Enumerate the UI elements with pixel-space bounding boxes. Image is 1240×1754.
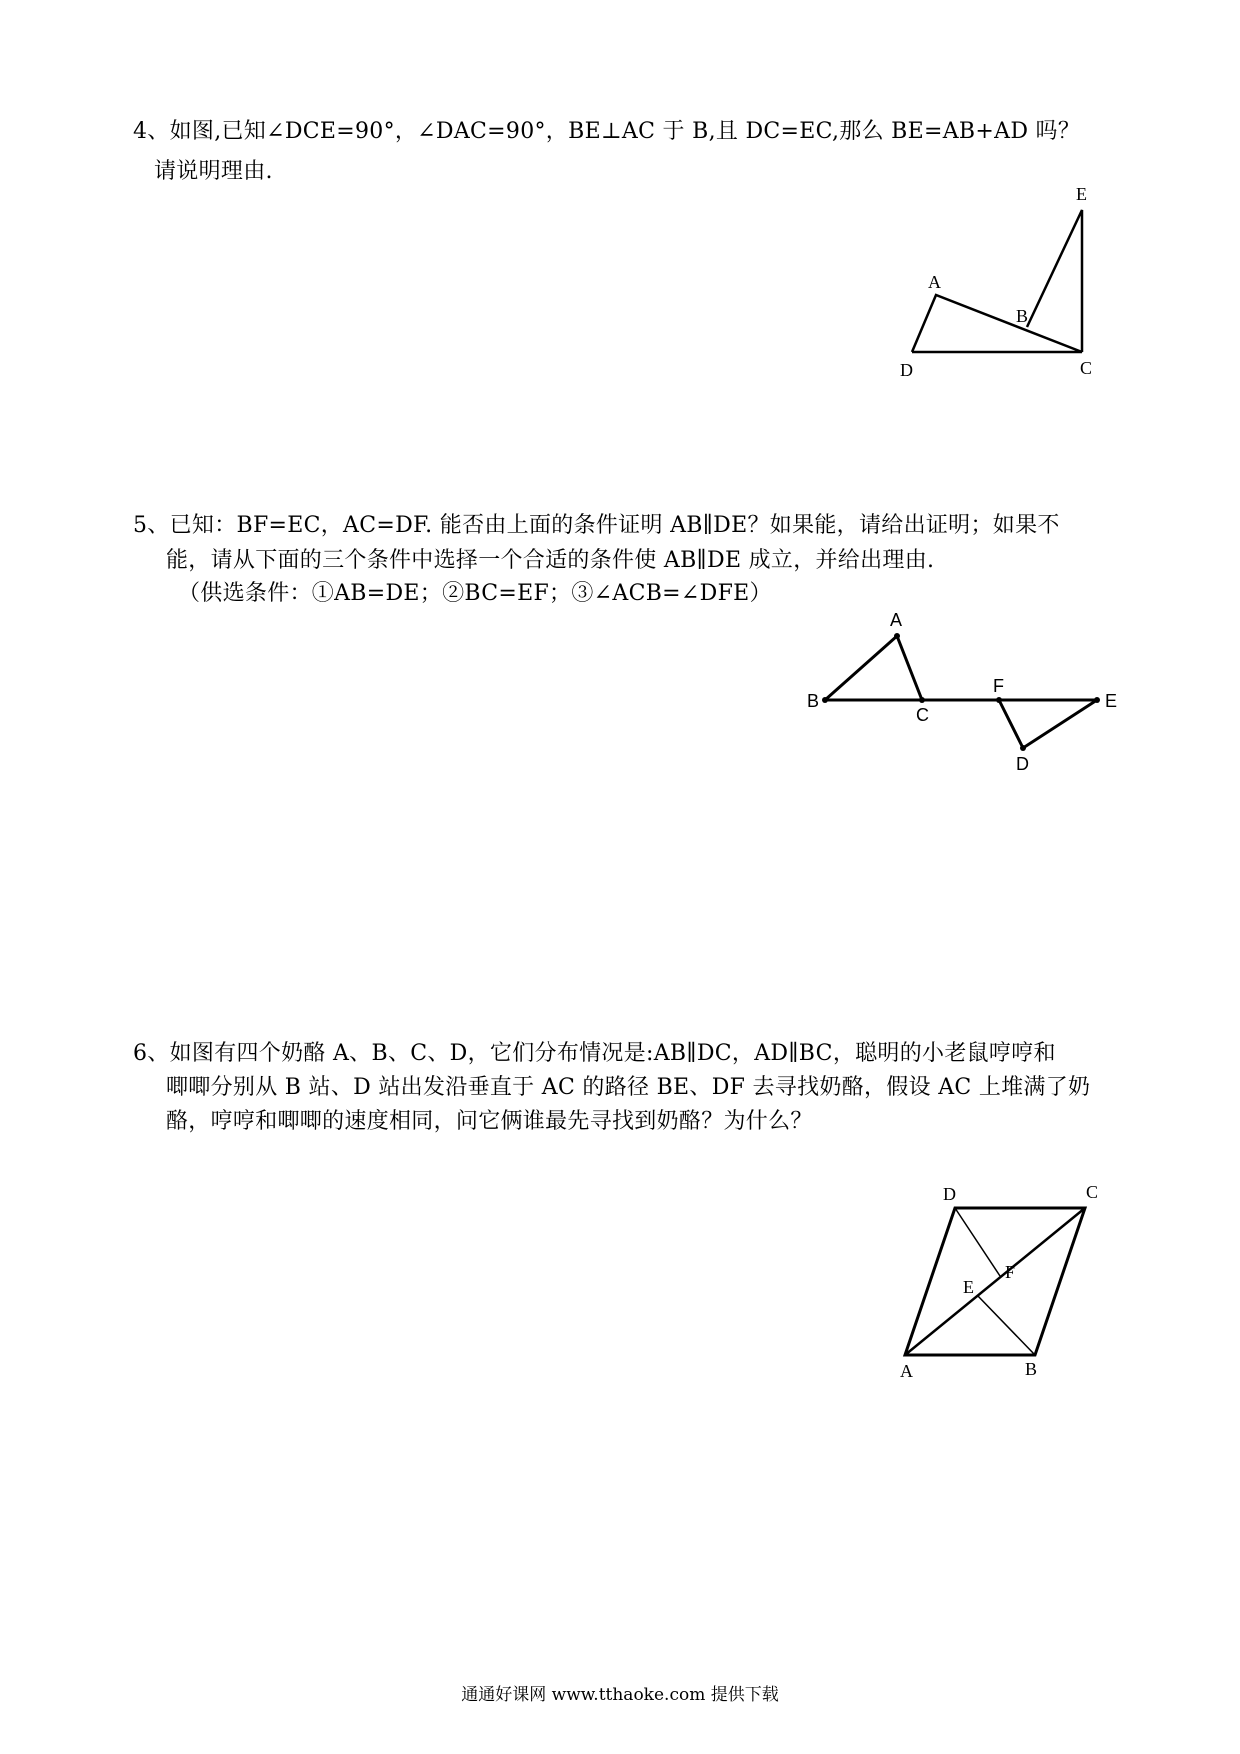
fig6-segment-DF [955,1208,1000,1276]
problem-4-figure [880,180,1100,400]
fig5-label-B: B [807,691,820,711]
fig4-segment-BE-EC [1027,210,1082,352]
fig6-diagonal-AC [905,1208,1085,1355]
fig4-triangle-DAC [912,295,1082,352]
problem-6-line-1: 6、如图有四个奶酪 A、B、C、D，它们分布情况是:AB∥DC，AD∥BC，聪明的小老鼠哼哼和 [133,1041,1056,1066]
problem-5-line-1: 5、已知：BF=EC，AC=DF. 能否由上面的条件证明 AB∥DE？如果能，请给出证明；如果不 [133,513,1060,538]
page-footer: 通通好课网 www.tthaoke.com 提供下载 [461,1685,779,1705]
fig4-label-E: E [1076,184,1087,204]
fig6-label-D: D [943,1184,956,1204]
fig6-label-F: F [1005,1262,1016,1282]
fig6-segment-BE [977,1295,1035,1355]
fig5-point-B [822,697,828,703]
fig5-point-C [919,697,925,703]
fig5-point-A [894,633,900,639]
fig5-label-C: C [916,705,929,725]
fig6-label-A: A [900,1361,913,1381]
fig4-label-D: D [900,360,913,380]
fig5-label-F: F [993,676,1004,696]
fig5-label-E: E [1105,691,1118,711]
fig5-label-D: D [1016,754,1029,774]
fig6-label-B: B [1025,1359,1038,1379]
fig6-label-C: C [1086,1182,1099,1202]
problem-5-line-2: 能，请从下面的三个条件中选择一个合适的条件使 AB∥DE 成立，并给出理由. [166,548,935,573]
fig5-label-A: A [890,610,903,630]
problem-4-line-2: 请说明理由. [154,159,273,184]
fig5-triangle-FDE [999,700,1097,748]
fig5-point-E [1094,697,1100,703]
fig4-label-C: C [1080,358,1093,378]
fig5-point-F [996,697,1002,703]
fig4-label-A: A [928,272,941,292]
fig4-label-B: B [1016,306,1029,326]
problem-6-line-2: 唧唧分别从 B 站、D 站出发沿垂直于 AC 的路径 BE、DF 去寻找奶酪，假设 AC 上堆满了奶 [166,1075,1091,1100]
fig5-triangle-ABC [825,636,922,700]
problem-5-figure [800,604,1130,774]
problem-5-line-3: （供选条件：①AB=DE；②BC=EF；③∠ACB=∠DFE） [178,581,772,606]
fig5-point-D [1020,745,1026,751]
problem-6-figure [880,1170,1110,1390]
fig6-label-E: E [963,1277,974,1297]
problem-6-line-3: 酪，哼哼和唧唧的速度相同，问它俩谁最先寻找到奶酪？为什么？ [166,1109,813,1134]
problem-4-line-1: 4、如图,已知∠DCE=90°，∠DAC=90°，BE⊥AC 于 B,且 DC=EC,那么 BE=AB+AD 吗？ [133,119,1081,144]
